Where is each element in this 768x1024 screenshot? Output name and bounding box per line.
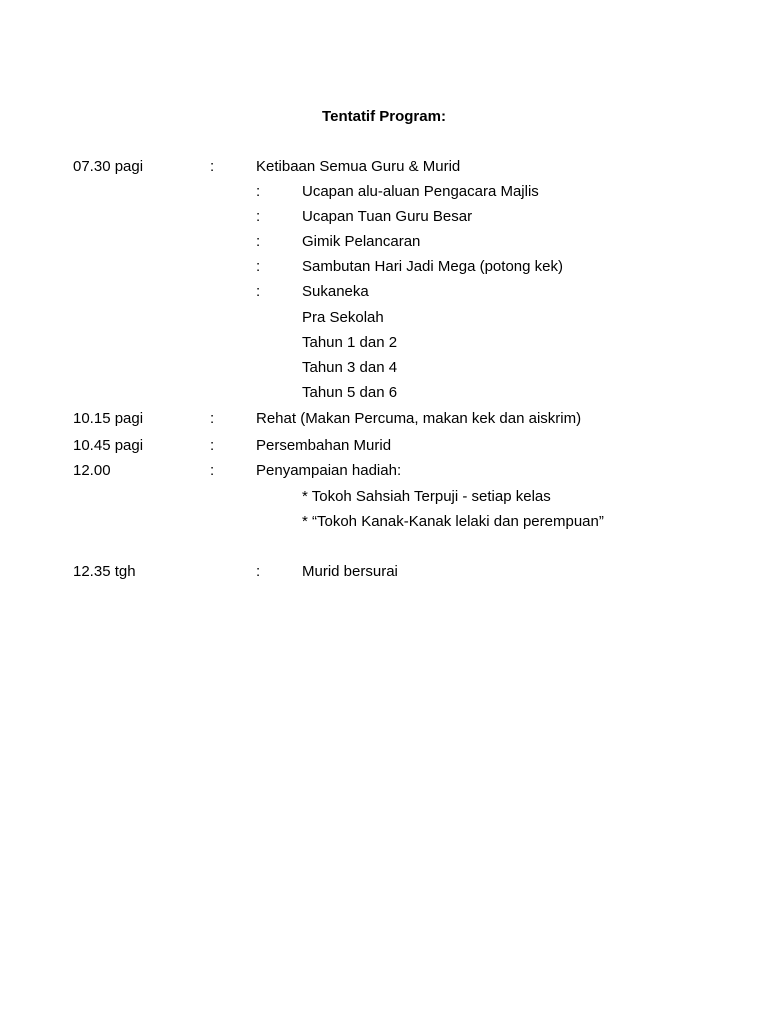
schedule-row xyxy=(0,410,768,430)
schedule-activity: * Tokoh Sahsiah Terpuji - setiap kelas xyxy=(302,488,551,505)
schedule-activity: * “Tokoh Kanak-Kanak lelaki dan perempuan” xyxy=(302,513,604,530)
schedule-activity: Penyampaian hadiah: xyxy=(256,462,402,479)
schedule-activity: Tahun 5 dan 6 xyxy=(302,384,398,401)
schedule-colon: : xyxy=(256,258,261,275)
schedule-row xyxy=(0,309,768,329)
schedule-colon: : xyxy=(256,208,261,225)
schedule-row xyxy=(0,359,768,379)
schedule-activity: Sambutan Hari Jadi Mega (potong kek) xyxy=(302,258,563,275)
schedule-colon: : xyxy=(210,462,215,479)
schedule-colon: : xyxy=(210,158,215,175)
schedule-colon: : xyxy=(256,183,261,200)
schedule-activity: Sukaneka xyxy=(302,283,369,300)
schedule-activity: Ucapan Tuan Guru Besar xyxy=(302,208,473,225)
schedule-colon: : xyxy=(256,283,261,300)
schedule-time: 10.15 pagi xyxy=(73,410,144,427)
schedule-activity: Ucapan alu-aluan Pengacara Majlis xyxy=(302,183,539,200)
schedule-row xyxy=(0,334,768,354)
schedule-time: 10.45 pagi xyxy=(73,437,144,454)
schedule-row xyxy=(0,437,768,457)
schedule-row xyxy=(0,233,768,253)
schedule-time: 12.00 xyxy=(73,462,111,479)
schedule-time: 12.35 tgh xyxy=(73,563,136,580)
schedule-colon: : xyxy=(210,410,215,427)
schedule-colon: : xyxy=(256,233,261,250)
schedule-colon: : xyxy=(256,563,261,580)
schedule-activity: Persembahan Murid xyxy=(256,437,392,454)
schedule-activity: Gimik Pelancaran xyxy=(302,233,421,250)
schedule-row xyxy=(0,488,768,508)
document-title: Tentatif Program: xyxy=(322,108,446,125)
schedule-activity: Rehat (Makan Percuma, makan kek dan aiskrim) xyxy=(256,410,582,427)
schedule-row xyxy=(0,208,768,228)
schedule-row xyxy=(0,513,768,533)
schedule-row xyxy=(0,563,768,583)
schedule-colon: : xyxy=(210,437,215,454)
schedule-activity: Tahun 3 dan 4 xyxy=(302,359,398,376)
schedule-activity: Tahun 1 dan 2 xyxy=(302,334,398,351)
schedule-row xyxy=(0,183,768,203)
schedule-time: 07.30 pagi xyxy=(73,158,144,175)
schedule-row xyxy=(0,462,768,482)
schedule-activity: Murid bersurai xyxy=(302,563,398,580)
schedule-row xyxy=(0,283,768,303)
schedule-row xyxy=(0,258,768,278)
schedule-row xyxy=(0,384,768,404)
schedule-activity: Pra Sekolah xyxy=(302,309,384,326)
schedule-row xyxy=(0,158,768,178)
schedule-activity: Ketibaan Semua Guru & Murid xyxy=(256,158,461,175)
